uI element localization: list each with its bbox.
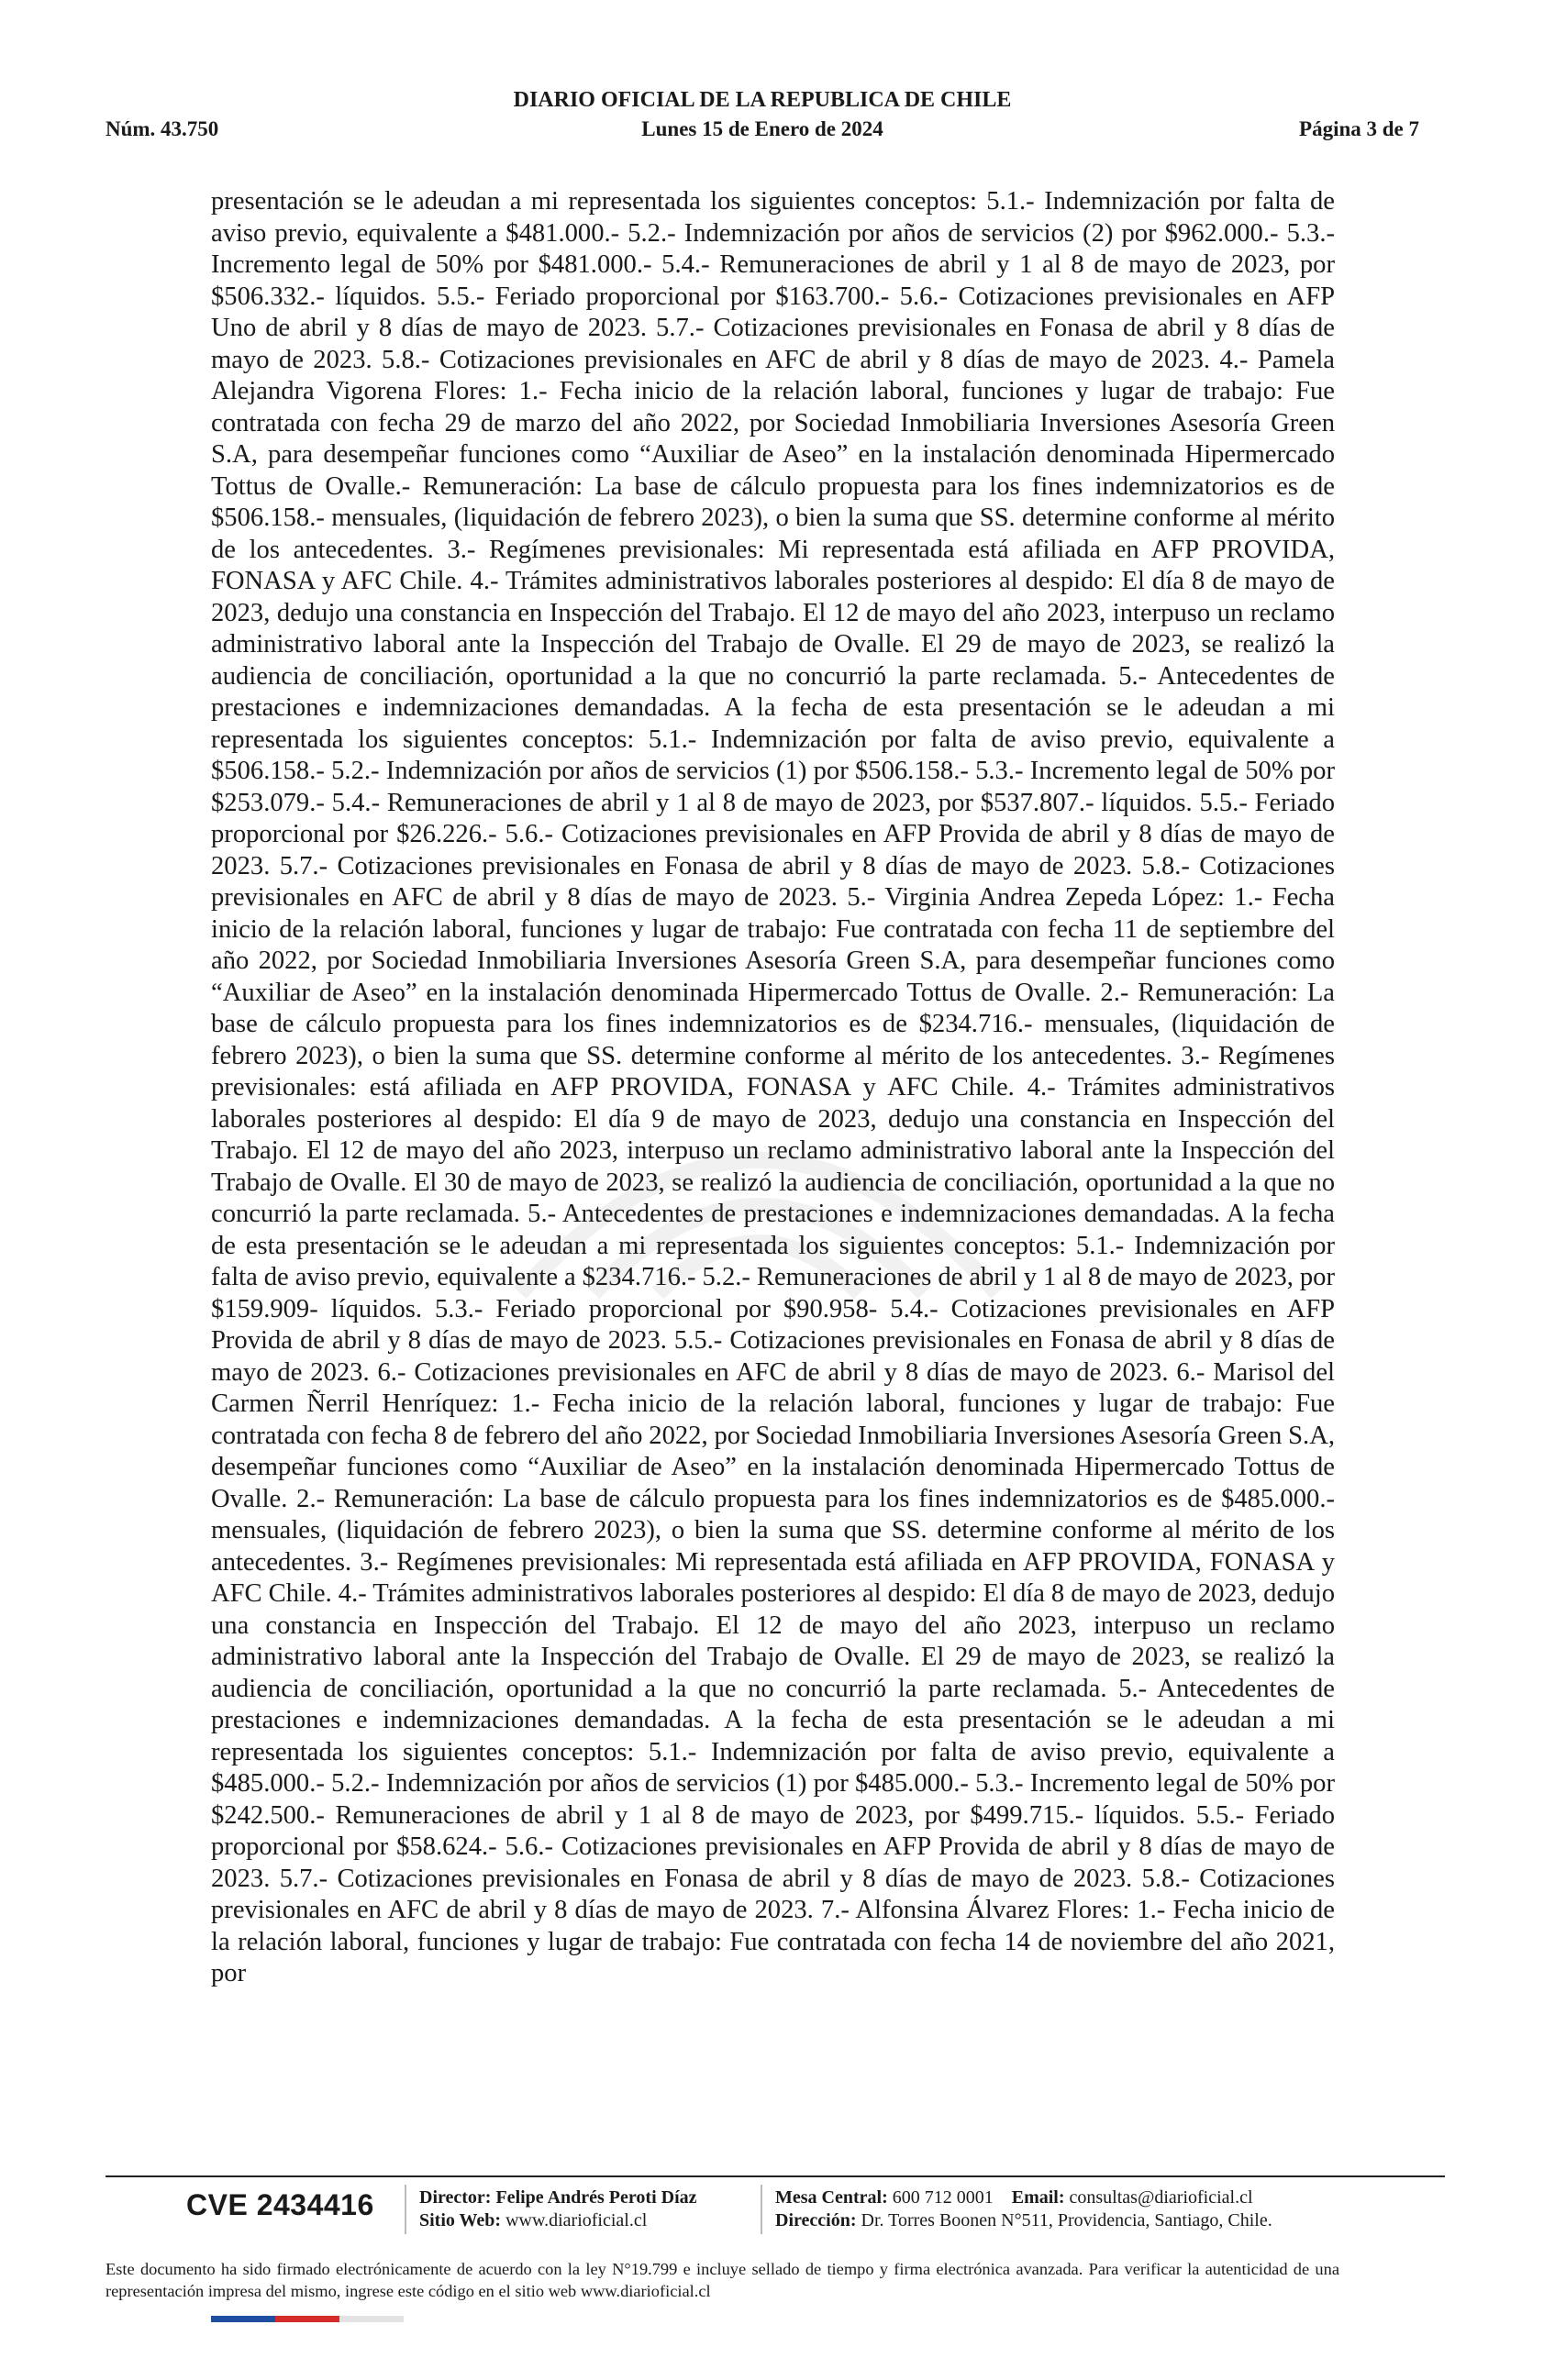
footer-separator: [761, 2185, 762, 2234]
publication-title: DIARIO OFICIAL DE LA REPUBLICA DE CHILE: [513, 88, 1012, 112]
footer-director-block: [419, 2186, 697, 2232]
signature-note: Este documento ha sido firmado electrónicamente de acuerdo con la ley N°19.799 e incluye sellado de tiempo y firma electrónica avanzada. Para verificar la autenticidad de una representación impresa del mismo, ingrese este código en el sitio web www.diarioficial.cl: [106, 2260, 1339, 2300]
flag-red-segment: [275, 2316, 339, 2322]
footer-separator: [405, 2185, 406, 2234]
issue-date: Lunes 15 de Enero de 2024: [641, 117, 883, 140]
address-label: Dirección:: [775, 2210, 857, 2231]
address-text: Dr. Torres Boonen N°511, Providencia, Santiago, Chile.: [861, 2210, 1272, 2231]
document-body: [211, 186, 1335, 2131]
phone-number: 600 712 0001: [892, 2187, 994, 2208]
phone-label: Mesa Central:: [775, 2187, 888, 2208]
issue-number: Núm. 43.750: [106, 117, 219, 140]
body-paragraph: presentación se le adeudan a mi representada los siguientes conceptos: 5.1.- Indemnización por falta de aviso previo, equivalente a $481.000.- 5.2.- Indemnización por años de servicios (2) por $962.000.- 5.3.- Incremento legal de 50% por $481.000.- 5.4.- Remuneraciones de abril y 1 al 8 de mayo de 2023, por $506.332.- líquidos. 5.5.- Feriado proporcional por $163.700.- 5.6.- Cotizaciones previsionales en AFP Uno de abril y 8 días de mayo de 2023. 5.7.- Cotizaciones previsionales en Fonasa de abril y 8 días de mayo de 2023. 5.8.- Cotizaciones previsionales en AFC de abril y 8 días de mayo de 2023. 4.- Pamela Alejandra Vigorena Flores: 1.- Fecha inicio de la relación laboral, funciones y lugar de trabajo: Fue contratada con fecha 29 de marzo del año 2022, por Sociedad Inmobiliaria Inversiones Asesoría Green S.A, para desempeñar funciones como “Auxiliar de Aseo” en la instalación denominada Hipermercado Tottus de Ovalle.- Remuneración: La base de cálculo propuesta para los fines indemnizatorios es de $506.158.- mensuales, (liquidación de febrero 2023), o bien la suma que SS. determine conforme al mérito de los antecedentes. 3.- Regímenes previsionales: Mi representada está afiliada en AFP PROVIDA, FONASA y AFC Chile. 4.- Trámites administrativos laborales posteriores al despido: El día 8 de mayo de 2023, dedujo una constancia en Inspección del Trabajo. El 12 de mayo del año 2023, interpuso un reclamo administrativo laboral ante la Inspección del Trabajo de Ovalle. El 29 de mayo de 2023, se realizó la audiencia de conciliación, oportunidad a la que no concurrió la parte reclamada. 5.- Antecedentes de prestaciones e indemnizaciones demandadas. A la fecha de esta presentación se le adeudan a mi representada los siguientes conceptos: 5.1.- Indemnización por falta de aviso previo, equivalente a $506.158.- 5.2.- Indemnización por años de servicios (1) por $506.158.- 5.3.- Incremento legal de 50% por $253.079.- 5.4.- Remuneraciones de abril y 1 al 8 de mayo de 2023, por $537.807.- líquidos. 5.5.- Feriado proporcional por $26.226.- 5.6.- Cotizaciones previsionales en AFP Provida de abril y 8 días de mayo de 2023. 5.7.- Cotizaciones previsionales en Fonasa de abril y 8 días de mayo de 2023. 5.8.- Cotizaciones previsionales en AFC de abril y 8 días de mayo de 2023. 5.- Virginia Andrea Zepeda López: 1.- Fecha inicio de la relación laboral, funciones y lugar de trabajo: Fue contratada con fecha 11 de septiembre del año 2022, por Sociedad Inmobiliaria Inversiones Asesoría Green S.A, para desempeñar funciones como “Auxiliar de Aseo” en la instalación denominada Hipermercado Tottus de Ovalle. 2.- Remuneración: La base de cálculo propuesta para los fines indemnizatorios es de $234.716.- mensuales, (liquidación de febrero 2023), o bien la suma que SS. determine conforme al mérito de los antecedentes. 3.- Regímenes previsionales: está afiliada en AFP PROVIDA, FONASA y AFC Chile. 4.- Trámites administrativos laborales posteriores al despido: El día 9 de mayo de 2023, dedujo una constancia en Inspección del Trabajo. El 12 de mayo del año 2023, interpuso un reclamo administrativo laboral ante la Inspección del Trabajo de Ovalle. El 30 de mayo de 2023, se realizó la audiencia de conciliación, oportunidad a la que no concurrió la parte reclamada. 5.- Antecedentes de prestaciones e indemnizaciones demandadas. A la fecha de esta presentación se le adeudan a mi representada los siguientes conceptos: 5.1.- Indemnización por falta de aviso previo, equivalente a $234.716.- 5.2.- Remuneraciones de abril y 1 al 8 de mayo de 2023, por $159.909- líquidos. 5.3.- Feriado proporcional por $90.958- 5.4.- Cotizaciones previsionales en AFP Provida de abril y 8 días de mayo de 2023. 5.5.- Cotizaciones previsionales en Fonasa de abril y 8 días de mayo de 2023. 6.- Cotizaciones previsionales en AFC de abril y 8 días de mayo de 2023. 6.- Marisol del Carmen Ñerril Henríquez: 1.- Fecha inicio de la relación laboral, funciones y lugar de trabajo: Fue contratada con fecha 8 de febrero del año 2022, por Sociedad Inmobiliaria Inversiones Asesoría Green S.A, desempeñar funciones como “Auxiliar de Aseo” en la instalación denominada Hipermercado Tottus de Ovalle. 2.- Remuneración: La base de cálculo propuesta para los fines indemnizatorios es de $485.000.- mensuales, (liquidación de febrero 2023), o bien la suma que SS. determine conforme al mérito de los antecedentes. 3.- Regímenes previsionales: Mi representada está afiliada en AFP PROVIDA, FONASA y AFC Chile. 4.- Trámites administrativos laborales posteriores al despido: El día 8 de mayo de 2023, dedujo una constancia en Inspección del Trabajo. El 12 de mayo del año 2023, interpuso un reclamo administrativo laboral ante la Inspección del Trabajo de Ovalle. El 29 de mayo de 2023, se realizó la audiencia de conciliación, oportunidad a la que no concurrió la parte reclamada. 5.- Antecedentes de prestaciones e indemnizaciones demandadas. A la fecha de esta presentación se le adeudan a mi representada los siguientes conceptos: 5.1.- Indemnización por falta de aviso previo, equivalente a $485.000.- 5.2.- Indemnización por años de servicios (1) por $485.000.- 5.3.- Incremento legal de 50% por $242.500.- Remuneraciones de abril y 1 al 8 de mayo de 2023, por $499.715.- líquidos. 5.5.- Feriado proporcional por $58.624.- 5.6.- Cotizaciones previsionales en AFP Provida de abril y 8 días de mayo de 2023. 5.7.- Cotizaciones previsionales en Fonasa de abril y 8 días de mayo de 2023. 5.8.- Cotizaciones previsionales en AFC de abril y 8 días de mayo de 2023. 7.- Alfonsina Álvarez Flores: 1.- Fecha inicio de la relación laboral, funciones y lugar de trabajo: Fue contratada con fecha 14 de noviembre del año 2021, por: [211, 187, 1335, 1987]
flag-blue-segment: [211, 2316, 275, 2322]
email-link[interactable]: consultas@diarioficial.cl: [1069, 2187, 1253, 2208]
page-footer: [106, 2183, 1445, 2238]
cve-code: CVE 2434416: [186, 2188, 374, 2221]
director-name: Felipe Andrés Peroti Díaz: [495, 2187, 697, 2208]
page-header: [106, 88, 1419, 147]
email-label: Email:: [1011, 2187, 1065, 2208]
website-label: Sitio Web:: [419, 2210, 502, 2231]
director-label: Director:: [419, 2187, 492, 2208]
chile-flag-stripe: [211, 2316, 404, 2322]
flag-grey-segment: [339, 2316, 404, 2322]
footer-divider: [106, 2175, 1445, 2177]
page-number: Página 3 de 7: [1299, 117, 1419, 140]
website-link[interactable]: www.diarioficial.cl: [505, 2210, 648, 2231]
footer-contact-block: [775, 2186, 1272, 2232]
